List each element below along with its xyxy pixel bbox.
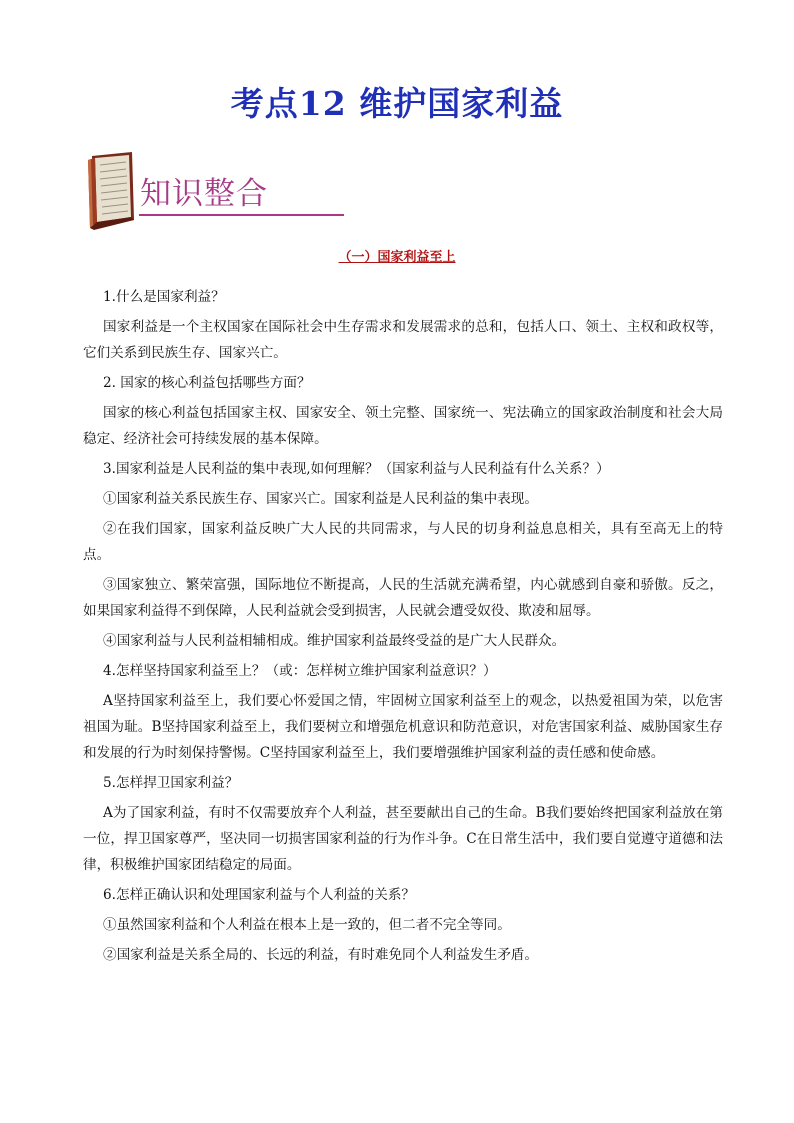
answer-3-point-4: ④国家利益与人民利益相辅相成。维护国家利益最终受益的是广大人民群众。 bbox=[103, 633, 566, 649]
knowledge-banner bbox=[82, 150, 282, 232]
question-4: 4.怎样坚持国家利益至上？（或：怎样树立维护国家利益意识？） bbox=[103, 663, 497, 679]
page-title: 考点12 维护国家利益 bbox=[230, 84, 564, 123]
banner-underline bbox=[139, 214, 344, 216]
answer-3-point-1: ①国家利益关系民族生存、国家兴亡。国家利益是人民利益的集中表现。 bbox=[103, 491, 538, 507]
content-body bbox=[83, 280, 723, 968]
answer-6-point-1: ①虽然国家利益和个人利益在根本上是一致的，但二者不完全等同。 bbox=[103, 917, 511, 933]
book-icon bbox=[82, 150, 142, 232]
answer-4: A坚持国家利益至上，我们要心怀爱国之情，牢固树立国家利益至上的观念，以热爱祖国为荣，以危害祖国为耻。B坚持国家利益至上，我们要树立和增强危机意识和防范意识，对危害国家利益、威胁国家生存和发展的行为时刻保持警惕。C坚持国家利益至上，我们要增强维护国家利益的责任感和使命感。 bbox=[83, 693, 723, 761]
question-6: 6.怎样正确认识和处理国家利益与个人利益的关系？ bbox=[103, 887, 416, 903]
answer-3-point-2: ②在我们国家，国家利益反映广大人民的共同需求，与人民的切身利益息息相关，具有至高无上的特点。 bbox=[83, 521, 723, 563]
question-1: 1.什么是国家利益？ bbox=[103, 289, 225, 305]
banner-label: 知识整合 bbox=[140, 176, 268, 212]
answer-5: A为了国家利益，有时不仅需要放弃个人利益，甚至要献出自己的生命。B我们要始终把国家利益放在第一位，捍卫国家尊严，坚决同一切损害国家利益的行为作斗争。C在日常生活中，我们要自觉遵守道德和法律，积极维护国家团结稳定的局面。 bbox=[83, 805, 723, 873]
answer-2: 国家的核心利益包括国家主权、国家安全、领土完整、国家统一、宪法确立的国家政治制度和社会大局稳定、经济社会可持续发展的基本保障。 bbox=[83, 405, 723, 447]
answer-6-point-2: ②国家利益是关系全局的、长远的利益，有时难免同个人利益发生矛盾。 bbox=[103, 947, 538, 963]
answer-3-point-3: ③国家独立、繁荣富强，国际地位不断提高，人民的生活就充满希望，内心就感到自豪和骄傲。反之，如果国家利益得不到保障，人民利益就会受到损害，人民就会遭受奴役、欺凌和屈辱。 bbox=[83, 577, 723, 619]
answer-1: 国家利益是一个主权国家在国际社会中生存需求和发展需求的总和，包括人口、领土、主权和政权等，它们关系到民族生存、国家兴亡。 bbox=[83, 319, 723, 361]
question-3: 3.国家利益是人民利益的集中表现,如何理解？（国家利益与人民利益有什么关系？） bbox=[103, 461, 610, 477]
section-heading: （一）国家利益至上 bbox=[338, 250, 456, 265]
question-5: 5.怎样捍卫国家利益？ bbox=[103, 775, 239, 791]
question-2: 2. 国家的核心利益包括哪些方面？ bbox=[103, 375, 311, 391]
